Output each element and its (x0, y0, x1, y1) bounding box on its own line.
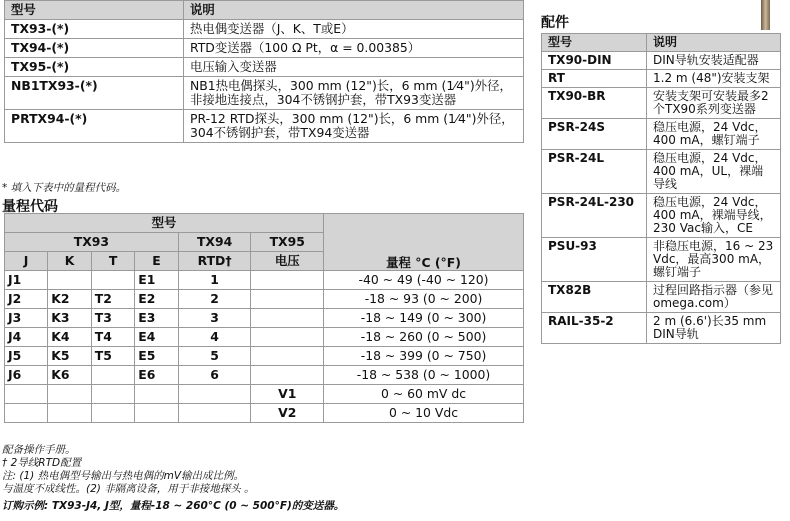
range-code (91, 385, 134, 404)
accessory-model: TX90-DIN (542, 52, 647, 70)
range-row (5, 366, 524, 385)
sub-voltage: 电压 (251, 252, 324, 271)
accessories-header (542, 34, 781, 52)
range-code (48, 271, 92, 290)
probe-rod-image (761, 0, 770, 30)
range-code (251, 347, 324, 366)
range-code (251, 290, 324, 309)
range-code (251, 328, 324, 347)
range-code (178, 404, 251, 423)
footnote-rtd: † 2导线RTD配置 (2, 457, 82, 469)
accessory-description: 稳压电源，24 Vdc，400 mA，螺钉端子 (647, 119, 781, 150)
acc-header-model: 型号 (542, 34, 647, 52)
accessories-table (541, 33, 781, 344)
range-code: J2 (5, 290, 48, 309)
range-code (178, 385, 251, 404)
accessory-description: 1.2 m (48")安装支架 (647, 70, 781, 88)
range-row (5, 309, 524, 328)
range-code (251, 366, 324, 385)
range-value: -18 ~ 149 (0 ~ 300) (324, 309, 524, 328)
range-value: -18 ~ 93 (0 ~ 200) (324, 290, 524, 309)
range-row (5, 271, 524, 290)
accessory-row (542, 194, 781, 238)
accessory-row (542, 150, 781, 194)
range-code (91, 404, 134, 423)
accessory-row (542, 70, 781, 88)
footnote-manual: 配备操作手册。 (2, 444, 76, 456)
range-row (5, 404, 524, 423)
range-value: -18 ~ 399 (0 ~ 750) (324, 347, 524, 366)
range-code (135, 404, 178, 423)
model-description: RTD变送器（100 Ω Pt，α = 0.00385） (184, 39, 524, 58)
sub-rtd: RTD† (178, 252, 251, 271)
range-value: -18 ~ 260 (0 ~ 500) (324, 328, 524, 347)
group-tx93: TX93 (5, 233, 179, 252)
range-row (5, 347, 524, 366)
range-code: T3 (91, 309, 134, 328)
model-row (5, 77, 524, 110)
model-code: TX93-(*) (5, 20, 184, 39)
range-code: J1 (5, 271, 48, 290)
range-row (5, 385, 524, 404)
range-code (251, 271, 324, 290)
range-code: 1 (178, 271, 251, 290)
range-code: K2 (48, 290, 92, 309)
range-value: 0 ~ 10 Vdc (324, 404, 524, 423)
accessory-description: 过程回路指示器（参见omega.com） (647, 282, 781, 313)
range-value: -18 ~ 538 (0 ~ 1000) (324, 366, 524, 385)
range-row (5, 328, 524, 347)
range-code: E3 (135, 309, 178, 328)
range-table (4, 213, 524, 423)
accessories-title: 配件 (541, 15, 569, 31)
model-row (5, 58, 524, 77)
accessory-description: 非稳压电源，16 ~ 23 Vdc，最高300 mA，螺钉端子 (647, 238, 781, 282)
range-header-model: 型号 (5, 214, 324, 233)
accessory-model: RT (542, 70, 647, 88)
range-code: E2 (135, 290, 178, 309)
footnote-note-1: 注: (1) 热电偶型号输出与热电偶的mV输出成比例。 (2, 470, 244, 482)
range-code (91, 366, 134, 385)
range-code (48, 385, 92, 404)
model-table-header (5, 1, 524, 20)
accessory-row (542, 52, 781, 70)
accessory-model: RAIL-35-2 (542, 313, 647, 344)
accessory-row (542, 88, 781, 119)
range-header-row-1 (5, 214, 524, 233)
range-code: 5 (178, 347, 251, 366)
range-code: 4 (178, 328, 251, 347)
order-example: 订购示例: TX93-J4, J型，量程-18 ~ 260°C (0 ~ 500°F)的变送器。 (2, 500, 345, 512)
range-code: J6 (5, 366, 48, 385)
range-body (5, 271, 524, 423)
range-code: K3 (48, 309, 92, 328)
model-row (5, 110, 524, 143)
range-code: T4 (91, 328, 134, 347)
accessory-row (542, 313, 781, 344)
range-code: E4 (135, 328, 178, 347)
sub-e: E (135, 252, 178, 271)
model-code: TX95-(*) (5, 58, 184, 77)
accessory-description: 稳压电源，24 Vdc，400 mA，裸端导线，230 Vac输入，CE (647, 194, 781, 238)
range-value: 0 ~ 60 mV dc (324, 385, 524, 404)
footnote-note-2: 与温度不成线性。(2) 非隔离设备，用于非接地探头 。 (2, 483, 255, 495)
group-tx95: TX95 (251, 233, 324, 252)
range-code: J5 (5, 347, 48, 366)
group-tx94: TX94 (178, 233, 251, 252)
range-code: K4 (48, 328, 92, 347)
range-row (5, 290, 524, 309)
model-table (4, 0, 524, 143)
range-code: T2 (91, 290, 134, 309)
accessory-model: PSR-24L (542, 150, 647, 194)
range-code: J3 (5, 309, 48, 328)
model-code: NB1TX93-(*) (5, 77, 184, 110)
range-header-range: 量程 °C (°F) (324, 214, 524, 271)
model-note: * 填入下表中的量程代码。 (2, 182, 127, 194)
range-code: V2 (251, 404, 324, 423)
range-code: V1 (251, 385, 324, 404)
accessory-row (542, 282, 781, 313)
model-description: NB1热电偶探头，300 mm (12")长，6 mm (1⁄4")外径，非接地连接点，304不锈钢护套，带TX93变送器 (184, 77, 524, 110)
header-description: 说明 (184, 1, 524, 20)
accessory-model: PSU-93 (542, 238, 647, 282)
range-code: 3 (178, 309, 251, 328)
accessory-model: TX82B (542, 282, 647, 313)
range-code: K6 (48, 366, 92, 385)
range-code: T5 (91, 347, 134, 366)
model-description: PR-12 RTD探头，300 mm (12")长，6 mm (1⁄4")外径，304不锈钢护套，带TX94变送器 (184, 110, 524, 143)
range-code (5, 404, 48, 423)
range-code (48, 404, 92, 423)
accessories-body (542, 52, 781, 344)
range-code: J4 (5, 328, 48, 347)
sub-t: T (91, 252, 134, 271)
range-value: -40 ~ 49 (-40 ~ 120) (324, 271, 524, 290)
range-code (5, 385, 48, 404)
accessory-model: PSR-24S (542, 119, 647, 150)
range-code: 2 (178, 290, 251, 309)
model-row (5, 20, 524, 39)
accessory-row (542, 119, 781, 150)
sub-j: J (5, 252, 48, 271)
accessory-description: 稳压电源，24 Vdc，400 mA，UL，裸端导线 (647, 150, 781, 194)
acc-header-description: 说明 (647, 34, 781, 52)
accessory-description: DIN导轨安装适配器 (647, 52, 781, 70)
accessory-description: 安装支架可安装最多2个TX90系列变送器 (647, 88, 781, 119)
accessory-description: 2 m (6.6')长35 mm DIN导轨 (647, 313, 781, 344)
range-title: 量程代码 (2, 199, 58, 215)
range-code: E5 (135, 347, 178, 366)
range-code: 6 (178, 366, 251, 385)
model-description: 热电偶变送器（J、K、T或E） (184, 20, 524, 39)
model-code: TX94-(*) (5, 39, 184, 58)
model-code: PRTX94-(*) (5, 110, 184, 143)
range-code: E1 (135, 271, 178, 290)
range-code (251, 309, 324, 328)
range-code: K5 (48, 347, 92, 366)
accessory-model: PSR-24L-230 (542, 194, 647, 238)
model-description: 电压输入变送器 (184, 58, 524, 77)
accessory-model: TX90-BR (542, 88, 647, 119)
accessory-row (542, 238, 781, 282)
range-code (135, 385, 178, 404)
range-code (91, 271, 134, 290)
header-model: 型号 (5, 1, 184, 20)
range-code: E6 (135, 366, 178, 385)
model-row (5, 39, 524, 58)
sub-k: K (48, 252, 92, 271)
